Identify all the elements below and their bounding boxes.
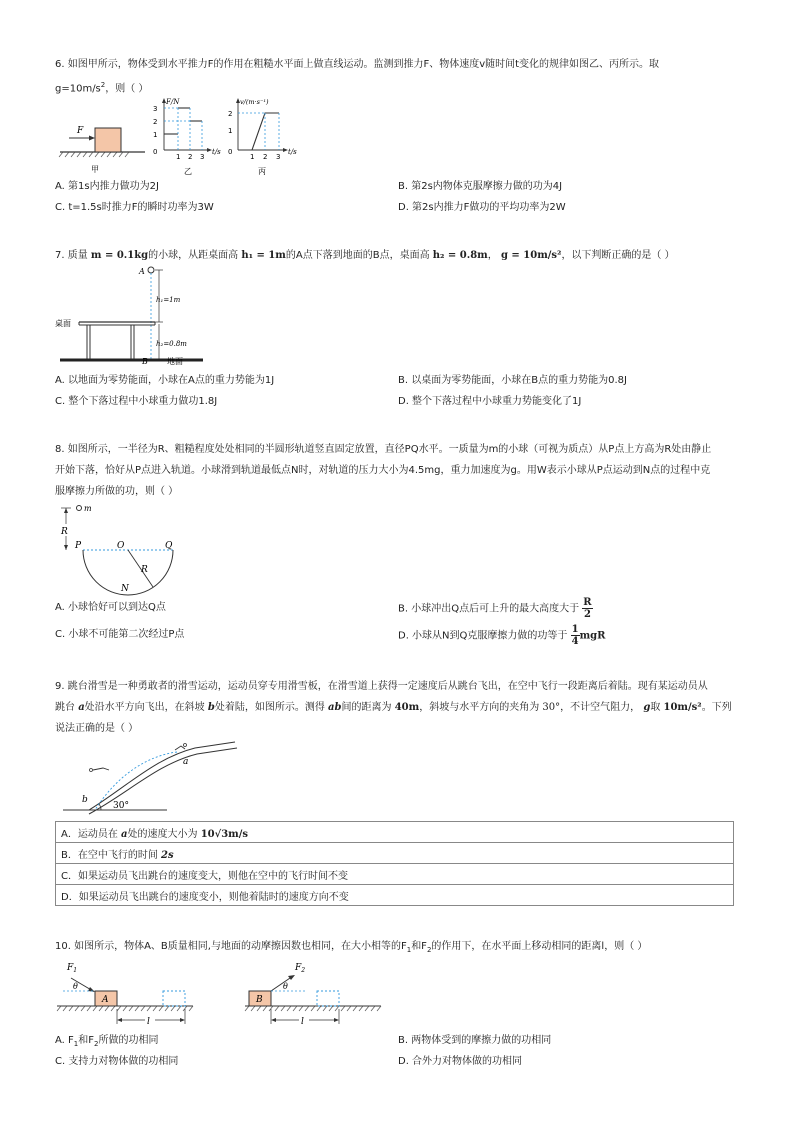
q10-stem-b: 和F	[411, 941, 427, 952]
q8-option-b-fraction	[582, 597, 592, 620]
q7-stem-b: 的小球，从距桌面高	[148, 250, 242, 261]
q10-option-a-sub1: 1	[73, 1040, 79, 1048]
q7-figure	[55, 264, 225, 368]
q6-figure-bing	[224, 96, 304, 178]
q9-option-a-var: a	[121, 828, 128, 840]
q9-s2-angle: 30°	[542, 702, 561, 713]
q9-figure	[55, 738, 245, 820]
q6-yi-ytick-2: 2	[153, 118, 158, 126]
q7-label-ground: 地面	[167, 357, 183, 366]
q7-h1: h₁ = 1m	[241, 250, 286, 261]
q6-yi-xtick-2: 2	[188, 153, 193, 161]
q8-option-d-fraction	[571, 624, 580, 647]
q7-stem-e: ，以下判断正确的是（ ）	[561, 250, 675, 261]
q8-label-q: Q	[165, 541, 173, 551]
q8-option-d-tail: mgR	[579, 630, 606, 642]
q7-option-d[interactable]: D. 整个下落过程中小球重力势能变化了1J	[398, 396, 582, 407]
q10-option-c[interactable]: C. 支持力对物体做的功相同	[55, 1056, 179, 1067]
q9-option-d-cell[interactable]: D．如果运动员飞出跳台的速度变小，则他着陆时的速度方向不变	[56, 885, 734, 906]
q9-options-table	[55, 821, 734, 906]
q7-label-h2: h₂=0.8m	[156, 340, 187, 348]
q8-label-n: N	[121, 584, 129, 594]
q9-s2-g: g	[643, 702, 651, 713]
q6-stem-line2	[55, 78, 148, 96]
q10-stem-a: 10. 如图所示，物体A、B质量相同,与地面的动摩擦因数也相同，在大小相等的F	[55, 941, 407, 952]
q6-figure-yi	[148, 96, 228, 178]
q6-yi-ylabel: F/N	[166, 98, 180, 106]
q10-figure-b	[243, 956, 383, 1028]
q7-label-table: 桌面	[55, 319, 71, 328]
q6-option-b[interactable]: B. 第2s内物体克服摩擦力做的功为4J	[398, 181, 563, 192]
q8-label-o: O	[117, 541, 125, 551]
q10-f2-letter: F	[295, 963, 302, 973]
q6-option-a[interactable]: A. 第1s内推力做功为2J	[55, 181, 159, 192]
q8-option-a[interactable]: A. 小球恰好可以到达Q点	[55, 602, 166, 613]
q10-label-l1: l	[147, 1017, 150, 1027]
q8-label-r1: R	[61, 527, 68, 537]
q9-option-c-cell[interactable]: C．如果运动员飞出跳台的速度变大，则他在空中的飞行时间不变	[56, 864, 734, 885]
q9-option-a-value: 10√3m/s	[200, 828, 249, 840]
q7-option-a[interactable]: A. 以地面为零势能面，小球在A点的重力势能为1J	[55, 375, 275, 386]
q10-option-a-b: 和F	[78, 1035, 95, 1046]
q9-s2-dist: 40m	[394, 702, 420, 713]
q9-s2f: ，不计空气阻力，	[560, 702, 644, 713]
q8-option-b-text: B. 小球冲出Q点后可上升的最大高度大于	[398, 603, 583, 615]
q6-stem-end: ，则（ ）	[105, 83, 149, 95]
q6-g-value: g=10m/s	[55, 83, 101, 95]
q6-bing-xlabel: t/s	[288, 148, 297, 156]
q10-option-a[interactable]	[55, 1034, 158, 1051]
q9-option-c[interactable]	[56, 864, 734, 885]
q7-label-a: A	[139, 267, 145, 276]
q8-figure	[55, 500, 195, 600]
q10-figure-a	[55, 956, 195, 1028]
q10-option-d[interactable]: D. 合外力对物体做的功相同	[398, 1056, 523, 1067]
q9-option-b-text: B．在空中飞行的时间	[61, 849, 162, 861]
q10-option-b[interactable]: B. 两物体受到的摩擦力做的功相同	[398, 1035, 552, 1046]
q6-bing-ytick-0: 0	[228, 148, 233, 156]
q6-caption-bing: 丙	[258, 167, 266, 176]
q10-label-l2: l	[301, 1017, 304, 1027]
q6-yi-xtick-1: 1	[176, 153, 181, 161]
q7-label-h1: h₁=1m	[156, 296, 181, 304]
q9-option-b-cell[interactable]	[56, 843, 734, 864]
q9-s2b: 处沿水平方向飞出，在斜坡	[84, 702, 208, 713]
q6-bing-xtick-1: 1	[250, 153, 255, 161]
q9-option-b[interactable]	[56, 843, 734, 864]
q6-bing-xtick-3: 3	[276, 153, 281, 161]
q8-stem-line3: 服摩擦力所做的功，则（ ）	[55, 486, 179, 497]
q9-option-a-text: A．运动员在	[61, 828, 122, 840]
q9-s2-a: a	[78, 702, 85, 713]
q7-option-b[interactable]: B. 以桌面为零势能面，小球在B点的重力势能为0.8J	[398, 375, 627, 386]
q8-option-d-text: D. 小球从N到Q克服摩擦力做的功等于	[398, 630, 571, 642]
q9-option-d[interactable]	[56, 885, 734, 906]
q6-force-label: F	[77, 126, 84, 136]
q7-label-b: B	[142, 357, 148, 366]
q7-stem-c: 的A点下落到地面的B点，桌面高	[285, 250, 433, 261]
q6-stem-line1: 6. 如图甲所示，物体受到水平推力F的作用在粗糙水平面上做直线运动。监测到推力F、物体速度v随时间t变化的规律如图乙、丙所示。取	[55, 59, 660, 70]
q6-yi-xlabel: t/s	[212, 148, 221, 156]
q8-option-d-num: 1	[571, 624, 579, 635]
q9-label-a: a	[183, 757, 189, 767]
q9-option-a-mid: 处的速度大小为	[127, 828, 201, 840]
q6-option-c[interactable]: C. t=1.5s时推力F的瞬时功率为3W	[55, 202, 214, 213]
q9-label-b: b	[82, 795, 88, 805]
q6-bing-ytick-1: 1	[228, 127, 233, 135]
q10-label-theta2: θ	[283, 982, 288, 991]
q9-s2h: 。下列	[701, 702, 732, 713]
q7-h2: h₂ = 0.8m	[432, 250, 488, 261]
q6-bing-ytick-2: 2	[228, 110, 233, 118]
q6-yi-ytick-3: 3	[153, 105, 158, 113]
q6-bing-ylabel: v/(m·s⁻¹)	[240, 98, 269, 106]
q8-option-b-den: 2	[583, 609, 591, 620]
q8-label-m: m	[84, 504, 92, 513]
q8-option-b-num: R	[583, 597, 592, 608]
q9-stem-line2	[55, 701, 732, 715]
q10-label-b: B	[256, 995, 263, 1005]
q10-label-a: A	[102, 995, 109, 1005]
q7-option-c[interactable]: C. 整个下落过程中小球重力做功1.8J	[55, 396, 218, 407]
q8-option-d[interactable]	[398, 624, 605, 647]
q8-option-c[interactable]: C. 小球不可能第二次经过P点	[55, 629, 185, 640]
q10-stem-c: 的作用下，在水平面上移动相同的距离l，则（ ）	[431, 941, 648, 952]
q6-figure-jia	[55, 100, 150, 175]
q10-stem	[55, 940, 647, 957]
q7-mass: m = 0.1kg	[90, 250, 149, 261]
q8-label-r2: R	[141, 565, 148, 575]
q6-caption-yi: 乙	[184, 167, 192, 176]
q9-s2a: 跳台	[55, 702, 79, 713]
q9-s2c: 处着陆，如图所示。测得	[214, 702, 329, 713]
q9-s2e: ，斜坡与水平方向的夹角为	[419, 702, 543, 713]
q6-option-d[interactable]: D. 第2s内推力F做功的平均功率为2W	[398, 202, 566, 213]
q9-s2-b: b	[207, 702, 215, 713]
q9-stem-line3: 说法正确的是（ ）	[55, 723, 139, 734]
q7-stem-a: 7. 质量	[55, 250, 91, 261]
q9-option-a[interactable]	[56, 822, 734, 843]
q9-option-b-value: 2s	[161, 849, 174, 861]
q6-g-exponent: 2	[100, 81, 106, 89]
q8-option-d-den: 4	[571, 636, 579, 647]
q7-stem	[55, 249, 675, 263]
q10-f1-sub: 1	[73, 967, 78, 974]
q8-stem-line1: 8. 如图所示，一半径为R、粗糙程度处处相同的半圆形轨道竖直固定放置，直径PQ水平。一质量为m的小球（可视为质点）从P点上方高为R处由静止	[55, 444, 712, 455]
q10-label-f2	[294, 963, 305, 974]
q10-f2-sub: 2	[301, 967, 306, 974]
q9-s2g: 取	[650, 702, 664, 713]
q10-label-f1	[66, 963, 77, 974]
q9-label-angle: 30°	[113, 801, 129, 811]
q8-label-p: P	[75, 541, 82, 551]
q7-g: g = 10m/s²	[500, 250, 562, 261]
q8-option-b[interactable]	[398, 597, 593, 620]
q10-stem-sub1: 1	[406, 946, 412, 954]
q6-caption-jia: 甲	[91, 165, 99, 174]
q10-stem-sub2: 2	[426, 946, 432, 954]
q9-option-a-cell[interactable]	[56, 822, 734, 843]
q6-yi-ytick-1: 1	[153, 131, 158, 139]
q6-bing-xtick-2: 2	[263, 153, 268, 161]
q7-stem-d: ，	[487, 250, 501, 261]
q9-s2-ab: ab	[328, 702, 342, 713]
q6-yi-xtick-3: 3	[200, 153, 205, 161]
q10-option-a-sub2: 2	[94, 1040, 99, 1048]
q8-stem-line2: 开始下落，恰好从P点进入轨道。小球滑到轨道最低点N时，对轨道的压力大小为4.5mg，重力加速度为g。用W表示小球从P点运动到N点的过程中克	[55, 465, 711, 476]
q10-f1-letter: F	[67, 963, 74, 973]
q9-s2-gval: 10m/s²	[663, 702, 702, 713]
q10-option-a-a: A. F	[55, 1035, 74, 1046]
q6-yi-ytick-0: 0	[153, 148, 158, 156]
q9-stem-line1: 9. 跳台滑雪是一种勇敢者的滑雪运动，运动员穿专用滑雪板，在滑雪道上获得一定速度后从跳台飞出，在空中飞行一段距离后着陆。现有某运动员从	[55, 681, 708, 692]
q10-option-a-c: 所做的功相同	[98, 1035, 159, 1046]
q10-label-theta1: θ	[73, 982, 78, 991]
q9-s2d: 间的距离为	[341, 702, 395, 713]
